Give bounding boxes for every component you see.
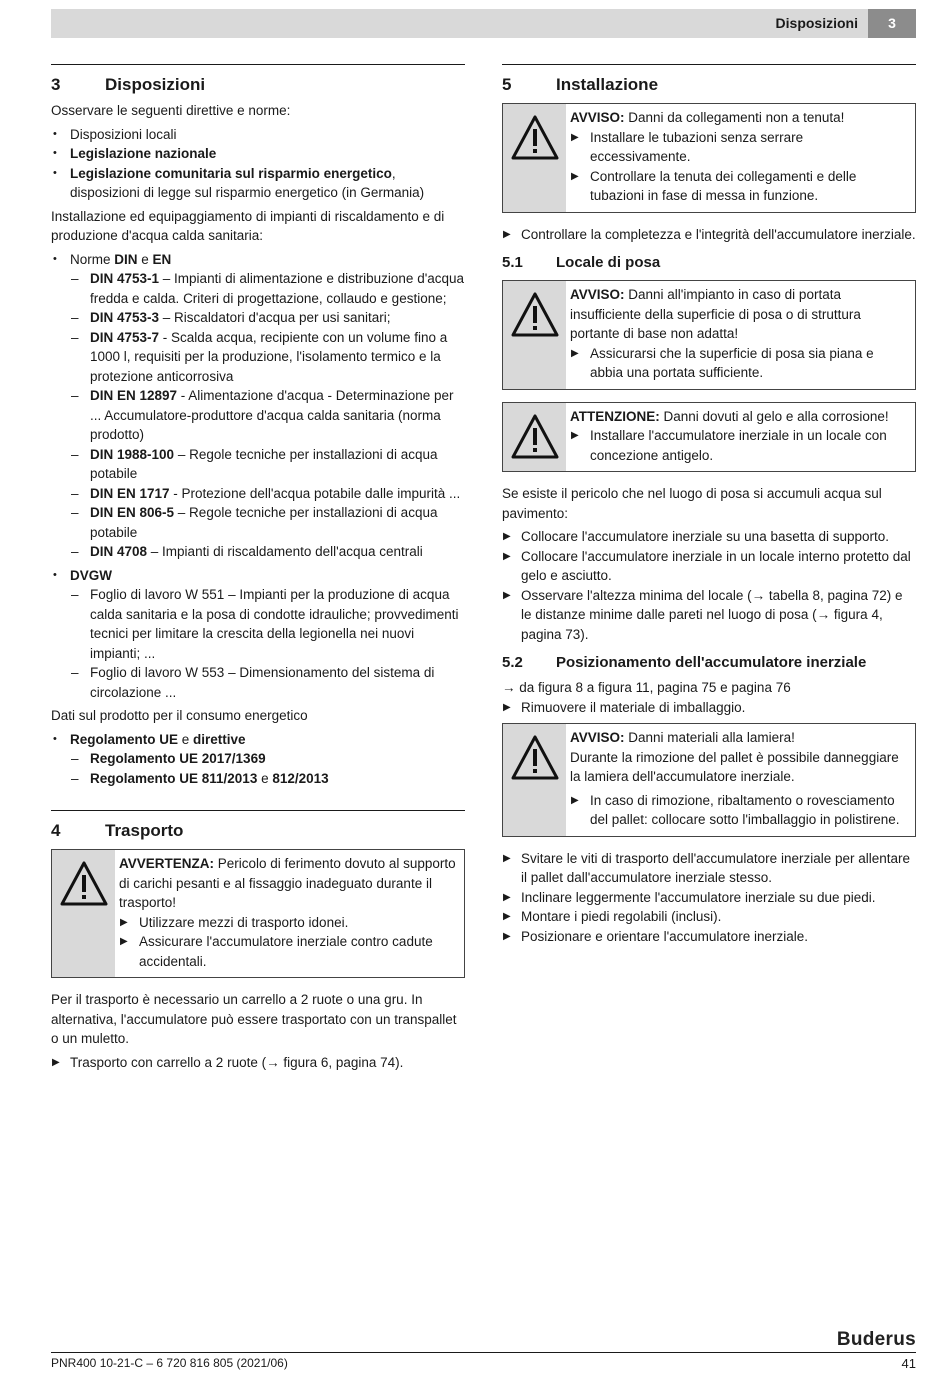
list-item: • DVGW – Foglio di lavoro W 551 – Impianti per la produzione di acqua calda sanitaria e la posa di condotte idrauliche; provvedimenti tecnici per limitare la crescita della legionella nei nuovi impianti; ... – Foglio di lavoro W 553 – Dimensionamento del sistema di circolazione ...: [51, 566, 465, 703]
notice-box: AVVISO: Danni da collegamenti non a tenuta! ▶ Installare le tubazioni senza serrare eccessivamente. ▶ Controllare la tenuta dei collegamenti e delle tubazioni in fase di messa in funzione.: [502, 103, 916, 213]
header-title: Disposizioni: [775, 15, 858, 31]
left-column: [51, 64, 465, 1076]
list-item: ▶ Trasporto con carrello a 2 ruote (→ figura 6, pagina 74).: [51, 1053, 465, 1073]
positioning-actions: [502, 849, 916, 947]
list-item: ▶ Posizionare e orientare l'accumulatore inerziale.: [502, 927, 916, 947]
right-column: [502, 64, 916, 950]
transport-text: Per il trasporto è necessario un carrello a 2 ruote o una gru. In alternativa, l'accumulatore può essere trasportato con un transpallet o un muletto.: [51, 992, 457, 1046]
figure-reference: → da figura 8 a figura 11, pagina 75 e pagina 76: [502, 680, 791, 695]
section-3-heading: 3 Disposizioni: [51, 64, 465, 97]
unpack-actions: [502, 698, 916, 718]
list-item: • Legislazione nazionale: [51, 144, 465, 164]
install-text: Installazione ed equipaggiamento di impianti di riscaldamento e di produzione d'acqua calda sanitaria:: [51, 208, 445, 243]
list-item: ▶ Assicurarsi che la superficie di posa sia piana e abbia una portata sufficiente.: [570, 344, 907, 383]
section-3-intro: Osservare le seguenti direttive e norme:: [51, 103, 291, 118]
floor-water-text: Se esiste il pericolo che nel luogo di posa si accumuli acqua sul pavimento:: [502, 486, 882, 521]
list-item: – DIN 1988-100 – Regole tecniche per installazioni di acqua potabile: [51, 445, 465, 484]
transport-actions: [51, 1053, 465, 1073]
caution-notice: ATTENZIONE: Danni dovuti al gelo e alla corrosione! ▶ Installare l'accumulatore inerziale in un locale con concezione antigelo.: [502, 402, 916, 473]
warning-triangle-icon: [503, 281, 566, 389]
header-section-number: 3: [868, 9, 916, 38]
buderus-logo: Buderus: [836, 1329, 916, 1350]
list-item: ▶ Utilizzare mezzi di trasporto idonei.: [119, 913, 456, 933]
list-item: – DIN 4753-3 – Riscaldatori d'acqua per usi sanitari;: [51, 308, 465, 328]
list-item: ▶ Installare l'accumulatore inerziale in un locale con concezione antigelo.: [570, 426, 907, 465]
list-item: – Regolamento UE 811/2013 e 812/2013: [51, 769, 465, 789]
list-item: • Regolamento UE e direttive – Regolamento UE 2017/1369 – Regolamento UE 811/2013 e 812/2013: [51, 730, 465, 789]
list-item: – DIN 4753-7 - Scalda acqua, recipiente con un volume fino a 1000 l, requisiti per la produzione, l'isolamento termico e la protezione anticorrosiva: [51, 328, 465, 387]
list-item: ▶ Montare i piedi regolabili (inclusi).: [502, 907, 916, 927]
standards-list: [51, 250, 465, 703]
list-item: ▶ In caso di rimozione, ribaltamento o rovesciamento del pallet: collocare sotto l'imballaggio in polistirene.: [570, 791, 907, 830]
list-item: • Disposizioni locali: [51, 125, 465, 145]
list-item: – Regolamento UE 2017/1369: [51, 749, 465, 769]
footer-document-id: PNR400 10-21-C – 6 720 816 805 (2021/06): [51, 1356, 288, 1370]
list-item: – DIN 4708 – Impianti di riscaldamento dell'acqua centrali: [51, 542, 465, 562]
list-item: ▶ Svitare le viti di trasporto dell'accumulatore inerziale per allentare il pallet dall'accumulatore inerziale stesso.: [502, 849, 916, 888]
energy-text: Dati sul prodotto per il consumo energetico: [51, 708, 308, 723]
placement-actions: [502, 527, 916, 644]
list-item: ▶ Collocare l'accumulatore inerziale su una basetta di supporto.: [502, 527, 916, 547]
page-number: 41: [901, 1356, 916, 1371]
section-5-heading: 5 Installazione: [502, 64, 916, 97]
header-bar: [51, 9, 916, 38]
section-5-2-heading: 5.2 Posizionamento dell'accumulatore inerziale: [502, 654, 867, 671]
list-item: – Foglio di lavoro W 553 – Dimensionamento del sistema di circolazione ...: [51, 663, 465, 702]
warning-triangle-icon: [503, 724, 566, 836]
install-actions: [502, 225, 916, 245]
list-item: • Norme DIN e EN – DIN 4753-1 – Impianti di alimentazione e distribuzione d'acqua fredda e calda. Criteri di progettazione, collaudo e gestione; – DIN 4753-3 – Riscaldatori d'acqua per usi sanitari; – DIN 4753-7 - Scalda acqua, recipiente con un volume fino a 1000 l, requisiti per la produzione, l'isolamento termico e la protezione anticorrosiva – DIN EN 12897 - Alimentazione d'acqua - Determinazione per ... Accumulatore-produttore d'acqua calda sanitaria (norma prodotto) – DIN 1988-100 – Regole tecniche per installazioni di acqua potabile – DIN EN 1717 - Protezione dell'acqua potabile dalle impurità ... – DIN EN 806-5 – Regole tecniche per installazioni di acqua potabile – DIN 4708 – Impianti di riscaldamento dell'acqua centrali: [51, 250, 465, 562]
warning-triangle-icon: [503, 403, 566, 472]
warning-triangle-icon: [52, 850, 115, 977]
list-item: ▶ Controllare la tenuta dei collegamenti e delle tubazioni in fase di messa in funzione.: [570, 167, 907, 206]
list-item: ▶ Collocare l'accumulatore inerziale in un locale interno protetto dal gelo e asciutto.: [502, 547, 916, 586]
warning-triangle-icon: [503, 104, 566, 212]
list-item: ▶ Assicurare l'accumulatore inerziale contro cadute accidentali.: [119, 932, 456, 971]
list-item: – DIN EN 1717 - Protezione dell'acqua potabile dalle impurità ...: [51, 484, 465, 504]
warning-notice: AVVERTENZA: Pericolo di ferimento dovuto al supporto di carichi pesanti e al fissaggio inadeguato durante il trasporto! ▶ Utilizzare mezzi di trasporto idonei. ▶ Assicurare l'accumulatore inerziale contro cadute accidentali.: [51, 849, 465, 978]
regulations-list: [51, 125, 465, 203]
list-item: ▶ Inclinare leggermente l'accumulatore inerziale su due piedi.: [502, 888, 916, 908]
notice-box: AVVISO: Danni materiali alla lamiera! Durante la rimozione del pallet è possibile danneggiare la lamiera dell'accumulatore inerziale. ▶ In caso di rimozione, ribaltamento o rovesciamento del pallet: collocare sotto l'imballaggio in polistirene.: [502, 723, 916, 837]
list-item: – DIN EN 12897 - Alimentazione d'acqua - Determinazione per ... Accumulatore-produttore d'acqua calda sanitaria (norma prodotto): [51, 386, 465, 445]
list-item: – DIN EN 806-5 – Regole tecniche per installazioni di acqua potabile: [51, 503, 465, 542]
list-item: ▶ Osservare l'altezza minima del locale (→ tabella 8, pagina 72) e le distanze minime dalle pareti nel luogo di posa (→ figura 4, pagina 73).: [502, 586, 916, 645]
list-item: – Foglio di lavoro W 551 – Impianti per la produzione di acqua calda sanitaria e la posa di condotte idrauliche; provvedimenti tecnici per limitare la crescita della legionella nei nuovi impianti; ...: [51, 585, 465, 663]
footer-divider: [51, 1352, 916, 1353]
section-4-heading: 4 Trasporto: [51, 810, 465, 843]
list-item: ▶ Controllare la completezza e l'integrità dell'accumulatore inerziale.: [502, 225, 916, 245]
list-item: ▶ Rimuovere il materiale di imballaggio.: [502, 698, 916, 718]
section-5-1-heading: 5.1 Locale di posa: [502, 254, 661, 271]
notice-box: AVVISO: Danni all'impianto in caso di portata insufficiente della superficie di posa o di struttura portante di base non adatta! ▶ Assicurarsi che la superficie di posa sia piana e abbia una portata sufficiente.: [502, 280, 916, 390]
list-item: • Legislazione comunitaria sul risparmio energetico, disposizioni di legge sul risparmio energetico (in Germania): [51, 164, 465, 203]
list-item: ▶ Installare le tubazioni senza serrare eccessivamente.: [570, 128, 907, 167]
eu-regulations-list: [51, 730, 465, 789]
list-item: – DIN 4753-1 – Impianti di alimentazione e distribuzione d'acqua fredda e calda. Criteri di progettazione, collaudo e gestione;: [51, 269, 465, 308]
